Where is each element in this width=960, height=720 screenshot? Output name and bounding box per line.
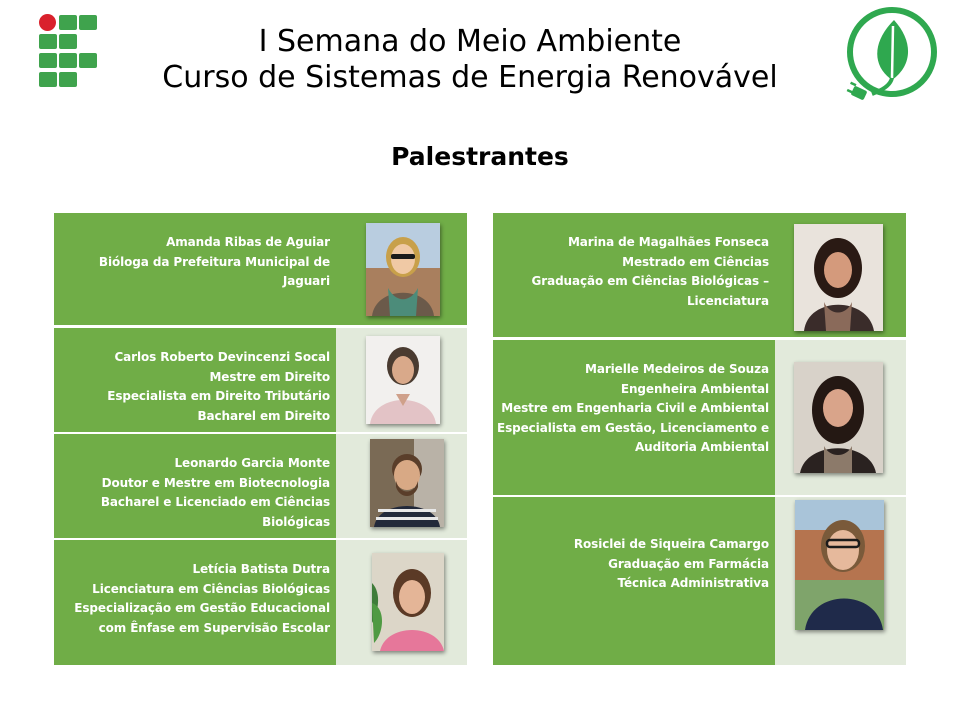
- speaker-info: [54, 213, 336, 325]
- title-line-2: Curso de Sistemas de Energia Renovável: [162, 60, 778, 95]
- page-title: [120, 24, 820, 96]
- speaker-detail: Doutor e Mestre em Biotecnologia: [101, 475, 330, 490]
- speaker-name: Leonardo Garcia Monte: [174, 456, 330, 470]
- speaker-detail: Jaguari: [282, 274, 330, 288]
- logo-red-dot: [39, 14, 56, 31]
- speaker-detail: Auditoria Ambiental: [634, 440, 769, 454]
- speaker-card: [54, 213, 467, 325]
- speaker-photo: [794, 362, 883, 473]
- speaker-card: [493, 340, 906, 495]
- speaker-detail: Bacharel e Licenciado em Ciências: [100, 495, 330, 509]
- speaker-name: Marina de Magalhães Fonseca: [567, 235, 769, 249]
- speaker-info: [54, 540, 336, 665]
- speaker-detail: Engenheira Ambiental: [620, 381, 769, 396]
- speaker-detail: Especialista em Gestão, Licenciamento e: [497, 420, 770, 435]
- speaker-detail: Técnica Administrativa: [617, 576, 769, 590]
- speaker-name: Marielle Medeiros de Souza: [585, 362, 769, 376]
- speaker-detail: Licenciatura em Ciências Biológicas: [92, 581, 330, 596]
- speaker-name: Letícia Batista Dutra: [192, 562, 330, 576]
- speaker-card: [54, 434, 467, 538]
- section-heading: Palestrantes: [391, 142, 569, 171]
- speaker-detail: Especialista em Direito Tributário: [107, 389, 330, 403]
- speaker-detail: Mestrado em Ciências: [622, 254, 769, 269]
- speaker-info: [493, 340, 775, 495]
- speaker-photo: [370, 439, 444, 527]
- institute-logo-icon: [38, 14, 100, 92]
- speaker-card: [54, 540, 467, 665]
- speaker-detail: Mestre em Engenharia Civil e Ambiental: [501, 401, 769, 415]
- green-leaf-plug-icon: [842, 6, 942, 106]
- speaker-detail: Mestre em Direito: [209, 369, 330, 384]
- speaker-photo: [366, 223, 440, 316]
- speaker-detail: Licenciatura: [687, 293, 769, 308]
- speaker-info: [54, 328, 336, 432]
- speaker-name: Amanda Ribas de Aguiar: [166, 235, 330, 249]
- speaker-info: [493, 213, 775, 337]
- speaker-info: [54, 434, 336, 538]
- speaker-photo: [795, 500, 884, 630]
- speaker-photo: [794, 224, 883, 331]
- speaker-card: [54, 328, 467, 432]
- title-line-1: I Semana do Meio Ambiente: [258, 24, 682, 59]
- speaker-detail: Graduação em Farmácia: [608, 556, 769, 571]
- speaker-card: [493, 213, 906, 337]
- speaker-detail: Bacharel em Direito: [197, 408, 330, 423]
- speaker-detail: Graduação em Ciências Biológicas –: [531, 274, 769, 288]
- speaker-detail: Biológicas: [262, 514, 330, 529]
- speaker-photo: [366, 336, 440, 424]
- speaker-photo: [372, 553, 444, 651]
- speaker-info: [493, 497, 775, 665]
- speaker-name: Carlos Roberto Devincenzi Socal: [114, 350, 330, 364]
- speaker-card: [493, 497, 906, 665]
- speaker-detail: Especialização em Gestão Educacional: [74, 601, 330, 615]
- speaker-name: Rosiclei de Siqueira Camargo: [573, 537, 769, 551]
- speaker-detail: Bióloga da Prefeitura Municipal de: [98, 254, 330, 269]
- speaker-detail: com Ênfase em Supervisão Escolar: [98, 620, 330, 635]
